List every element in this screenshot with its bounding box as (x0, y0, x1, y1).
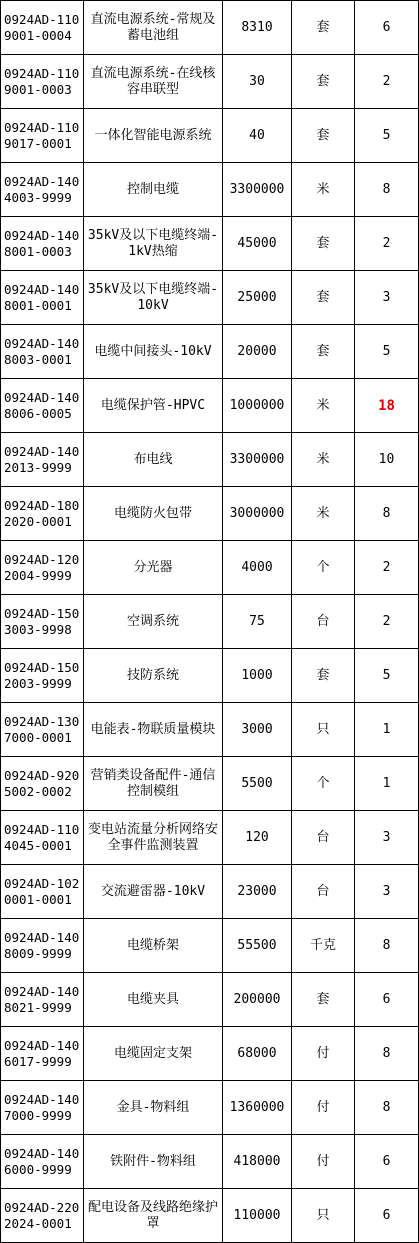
quantity-cell: 23000 (223, 865, 292, 919)
unit-cell: 套 (292, 1, 355, 55)
unit-cell: 付 (292, 1135, 355, 1189)
table-row (1, 973, 419, 1027)
material-code-cell: 0924AD-1408021-9999 (1, 973, 84, 1027)
unit-cell: 米 (292, 487, 355, 541)
table-row (1, 919, 419, 973)
material-code-cell: 0924AD-1109001-0003 (1, 55, 84, 109)
material-name-cell: 变电站流量分析网络安全事件监测装置 (84, 811, 223, 865)
quantity-cell: 68000 (223, 1027, 292, 1081)
unit-cell: 台 (292, 811, 355, 865)
material-code-cell: 0924AD-1408001-0001 (1, 271, 84, 325)
unit-cell: 米 (292, 163, 355, 217)
count-cell: 8 (355, 919, 419, 973)
material-code-cell: 0924AD-1104045-0001 (1, 811, 84, 865)
material-code-cell: 0924AD-1109001-0004 (1, 1, 84, 55)
material-code-cell: 0924AD-1404003-9999 (1, 163, 84, 217)
table-row (1, 649, 419, 703)
table-row (1, 487, 419, 541)
material-name-cell: 一体化智能电源系统 (84, 109, 223, 163)
material-name-cell: 控制电缆 (84, 163, 223, 217)
material-code-cell: 0924AD-1202004-9999 (1, 541, 84, 595)
quantity-cell: 5500 (223, 757, 292, 811)
quantity-cell: 4000 (223, 541, 292, 595)
count-cell: 2 (355, 595, 419, 649)
count-cell: 5 (355, 649, 419, 703)
quantity-cell: 110000 (223, 1189, 292, 1243)
count-cell: 18 (355, 379, 419, 433)
count-cell: 1 (355, 757, 419, 811)
count-cell: 8 (355, 1027, 419, 1081)
material-table-body (1, 1, 419, 1243)
count-cell: 8 (355, 487, 419, 541)
material-code-cell: 0924AD-9205002-0002 (1, 757, 84, 811)
count-cell: 2 (355, 55, 419, 109)
unit-cell: 台 (292, 595, 355, 649)
count-cell: 3 (355, 865, 419, 919)
quantity-cell: 40 (223, 109, 292, 163)
quantity-cell: 120 (223, 811, 292, 865)
material-name-cell: 35kV及以下电缆终端-10kV (84, 271, 223, 325)
material-code-cell: 0924AD-1307000-0001 (1, 703, 84, 757)
table-row (1, 1189, 419, 1243)
unit-cell: 套 (292, 55, 355, 109)
quantity-cell: 3000 (223, 703, 292, 757)
quantity-cell: 30 (223, 55, 292, 109)
quantity-cell: 55500 (223, 919, 292, 973)
material-code-cell: 0924AD-1408009-9999 (1, 919, 84, 973)
material-name-cell: 35kV及以下电缆终端-1kV热缩 (84, 217, 223, 271)
table-row (1, 217, 419, 271)
count-cell: 6 (355, 1, 419, 55)
unit-cell: 只 (292, 703, 355, 757)
material-name-cell: 电缆防火包带 (84, 487, 223, 541)
quantity-cell: 200000 (223, 973, 292, 1027)
material-name-cell: 配电设备及线路绝缘护罩 (84, 1189, 223, 1243)
count-cell: 8 (355, 163, 419, 217)
unit-cell: 套 (292, 649, 355, 703)
quantity-cell: 418000 (223, 1135, 292, 1189)
quantity-cell: 25000 (223, 271, 292, 325)
material-name-cell: 电缆桥架 (84, 919, 223, 973)
material-code-cell: 0924AD-1408003-0001 (1, 325, 84, 379)
unit-cell: 套 (292, 217, 355, 271)
table-row (1, 811, 419, 865)
unit-cell: 套 (292, 109, 355, 163)
material-name-cell: 布电线 (84, 433, 223, 487)
unit-cell: 米 (292, 433, 355, 487)
material-name-cell: 电缆夹具 (84, 973, 223, 1027)
material-name-cell: 分光器 (84, 541, 223, 595)
material-name-cell: 直流电源系统-在线核容串联型 (84, 55, 223, 109)
unit-cell: 千克 (292, 919, 355, 973)
count-cell: 5 (355, 325, 419, 379)
material-code-cell: 0924AD-1408001-0003 (1, 217, 84, 271)
quantity-cell: 75 (223, 595, 292, 649)
count-cell: 6 (355, 1135, 419, 1189)
material-name-cell: 电缆中间接头-10kV (84, 325, 223, 379)
count-cell: 1 (355, 703, 419, 757)
count-cell: 2 (355, 541, 419, 595)
material-name-cell: 营销类设备配件-通信控制模组 (84, 757, 223, 811)
material-name-cell: 交流避雷器-10kV (84, 865, 223, 919)
table-row (1, 595, 419, 649)
table-row (1, 1, 419, 55)
material-code-cell: 0924AD-1407000-9999 (1, 1081, 84, 1135)
quantity-cell: 1000000 (223, 379, 292, 433)
table-row (1, 865, 419, 919)
table-row (1, 1135, 419, 1189)
table-row (1, 325, 419, 379)
quantity-cell: 1360000 (223, 1081, 292, 1135)
table-row (1, 1027, 419, 1081)
material-code-cell: 0924AD-1406017-9999 (1, 1027, 84, 1081)
quantity-cell: 3300000 (223, 433, 292, 487)
material-code-cell: 0924AD-2202024-0001 (1, 1189, 84, 1243)
table-row (1, 109, 419, 163)
material-code-cell: 0924AD-1502003-9999 (1, 649, 84, 703)
table-row (1, 55, 419, 109)
quantity-cell: 3000000 (223, 487, 292, 541)
table-row (1, 757, 419, 811)
table-row (1, 1081, 419, 1135)
count-cell: 10 (355, 433, 419, 487)
material-code-cell: 0924AD-1408006-0005 (1, 379, 84, 433)
unit-cell: 套 (292, 325, 355, 379)
material-code-cell: 0924AD-1406000-9999 (1, 1135, 84, 1189)
quantity-cell: 20000 (223, 325, 292, 379)
unit-cell: 米 (292, 379, 355, 433)
material-code-cell: 0924AD-1802020-0001 (1, 487, 84, 541)
material-code-cell: 0924AD-1109017-0001 (1, 109, 84, 163)
table-row (1, 541, 419, 595)
material-code-cell: 0924AD-1020001-0001 (1, 865, 84, 919)
material-name-cell: 金具-物料组 (84, 1081, 223, 1135)
unit-cell: 只 (292, 1189, 355, 1243)
count-cell: 6 (355, 1189, 419, 1243)
unit-cell: 个 (292, 757, 355, 811)
material-name-cell: 铁附件-物料组 (84, 1135, 223, 1189)
material-code-cell: 0924AD-1402013-9999 (1, 433, 84, 487)
quantity-cell: 3300000 (223, 163, 292, 217)
table-row (1, 433, 419, 487)
count-cell: 2 (355, 217, 419, 271)
material-name-cell: 直流电源系统-常规及蓄电池组 (84, 1, 223, 55)
unit-cell: 套 (292, 973, 355, 1027)
quantity-cell: 1000 (223, 649, 292, 703)
count-cell: 6 (355, 973, 419, 1027)
count-cell: 8 (355, 1081, 419, 1135)
table-row (1, 703, 419, 757)
unit-cell: 个 (292, 541, 355, 595)
quantity-cell: 45000 (223, 217, 292, 271)
material-name-cell: 空调系统 (84, 595, 223, 649)
count-cell: 3 (355, 271, 419, 325)
material-name-cell: 电能表-物联质量模块 (84, 703, 223, 757)
material-name-cell: 电缆保护管-HPVC (84, 379, 223, 433)
material-code-cell: 0924AD-1503003-9998 (1, 595, 84, 649)
count-cell: 3 (355, 811, 419, 865)
table-row (1, 271, 419, 325)
count-cell: 5 (355, 109, 419, 163)
unit-cell: 台 (292, 865, 355, 919)
unit-cell: 付 (292, 1081, 355, 1135)
unit-cell: 套 (292, 271, 355, 325)
material-name-cell: 电缆固定支架 (84, 1027, 223, 1081)
table-row (1, 163, 419, 217)
quantity-cell: 8310 (223, 1, 292, 55)
material-name-cell: 技防系统 (84, 649, 223, 703)
table-row (1, 379, 419, 433)
unit-cell: 付 (292, 1027, 355, 1081)
